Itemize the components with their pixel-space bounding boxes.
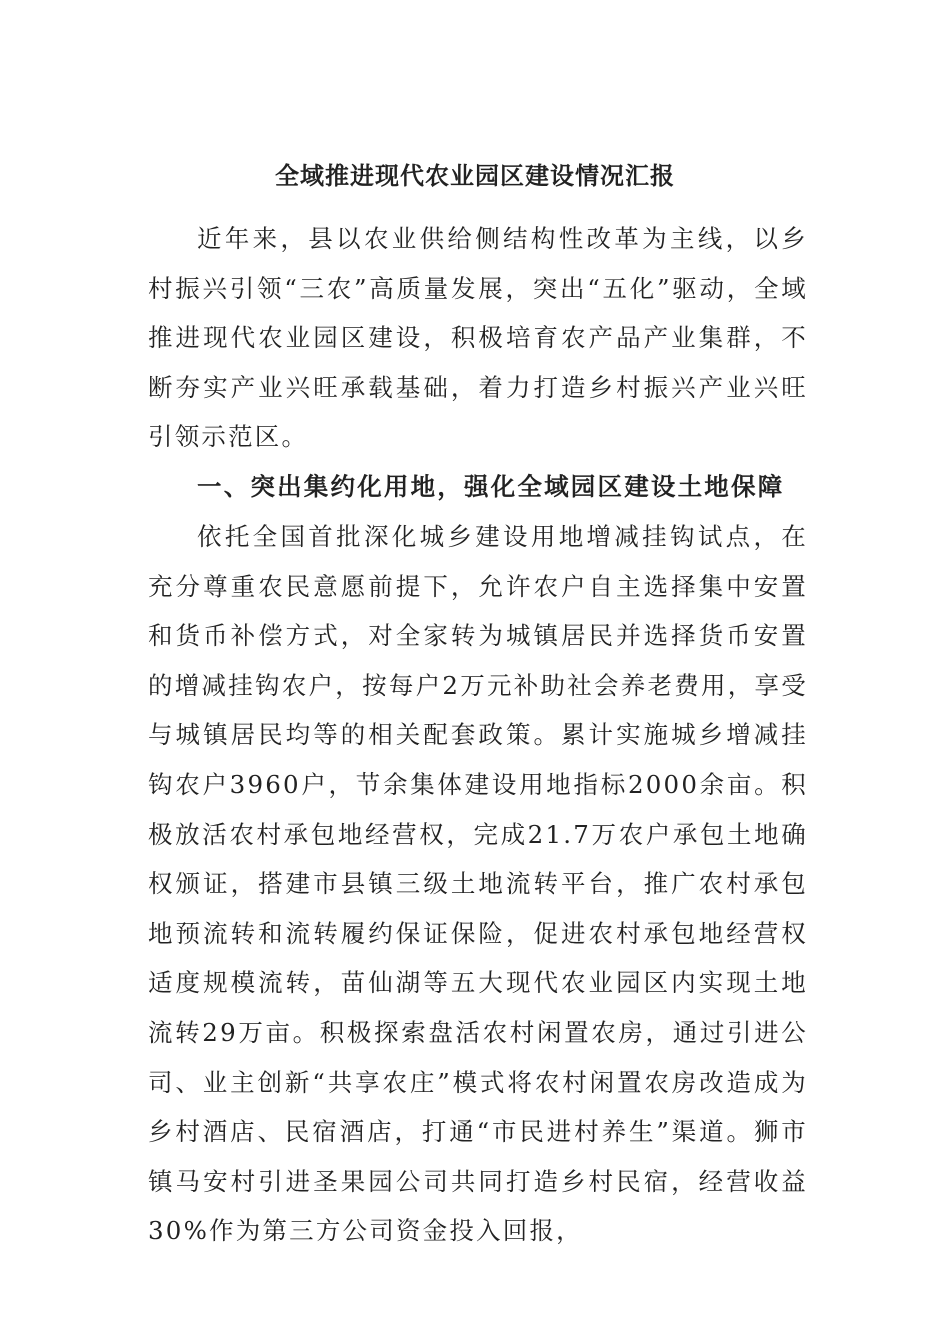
section-heading-block xyxy=(148,462,808,512)
intro-paragraph: 近年来，县以农业供给侧结构性改革为主线，以乡村振兴引领“三农”高质量发展，突出“五化”驱动，全域推进现代农业园区建设，积极培育农产品产业集群，不断夯实产业兴旺承载基础，着力打造乡村振兴产业兴旺引领示范区。 xyxy=(148,224,808,452)
section-1-paragraph: 依托全国首批深化城乡建设用地增减挂钩试点，在充分尊重农民意愿前提下，允许农户自主选择集中安置和货币补偿方式，对全家转为城镇居民并选择货币安置的增减挂钩农户，按每户2万元补助社会养老费用，享受与城镇居民均等的相关配套政策。累计实施城乡增减挂钩农户3960户，节余集体建设用地指标2000余亩。积极放活农村承包地经营权，完成21.7万农户承包土地确权颁证，搭建市县镇三级土地流转平台，推广农村承包地预流转和流转履约保证保险，促进农村承包地经营权适度规模流转，苗仙湖等五大现代农业园区内实现土地流转29万亩。积极探索盘活农村闲置农房，通过引进公司、业主创新“共享农庄”模式将农村闲置农房改造成为乡村酒店、民宿酒店，打通“市民进村养生”渠道。狮市镇马安村引进圣果园公司共同打造乡村民宿，经营收益30%作为第三方公司资金投入回报， xyxy=(148,522,808,1246)
intro-block xyxy=(148,214,808,462)
section-heading-1: 一、突出集约化用地，强化全域园区建设土地保障 xyxy=(197,472,785,501)
document-title: 全域推进现代农业园区建设情况汇报 xyxy=(275,162,675,190)
section-body-block xyxy=(148,512,808,1256)
